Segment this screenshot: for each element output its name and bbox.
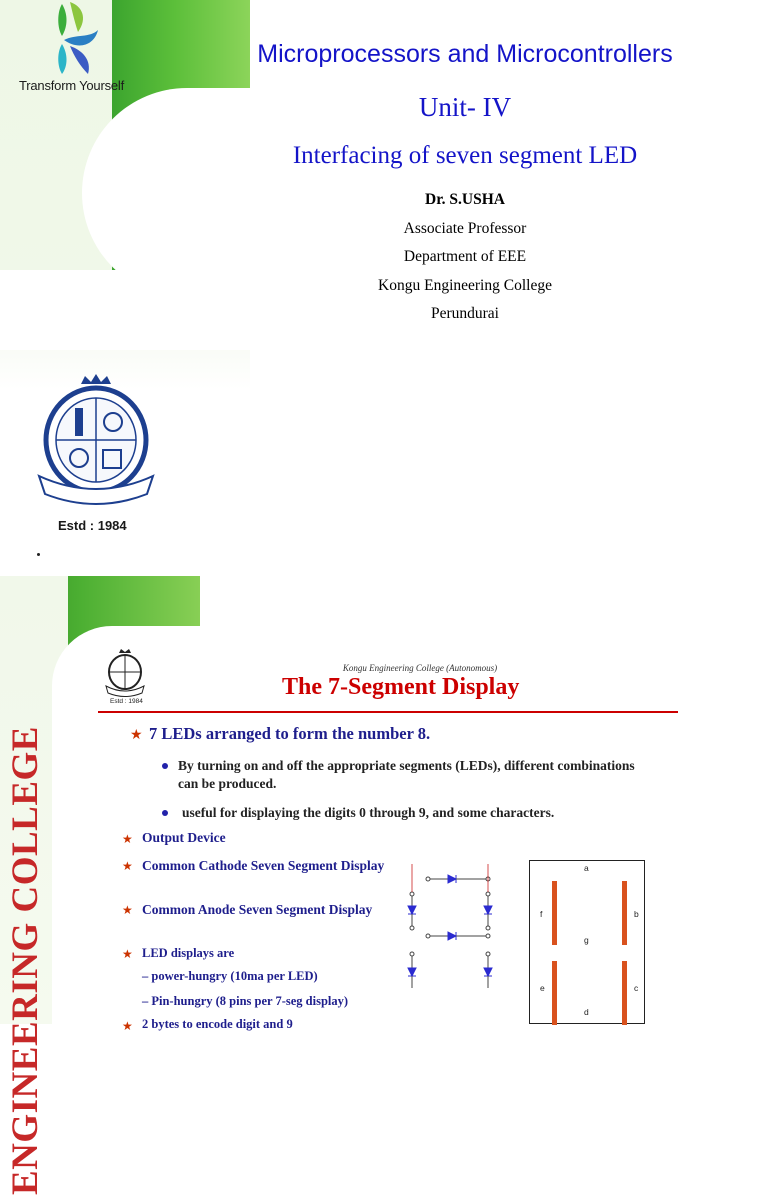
college-seal-small-icon	[104, 648, 146, 698]
star-bullet-icon: ★	[122, 859, 133, 873]
content-slide	[0, 576, 768, 1195]
estd-label-small: Estd : 1984	[110, 698, 143, 705]
star-bullet-icon: ★	[130, 728, 143, 743]
segment-label-d: d	[584, 1007, 589, 1017]
slide-title: Microprocessors and Microcontrollers	[257, 40, 673, 68]
segment-label-b: b	[634, 909, 639, 919]
led-arrangement-diagram	[400, 864, 510, 1024]
segment-label-a: a	[584, 863, 589, 873]
star-bullet-icon: ★	[122, 1019, 133, 1033]
star-bullet-icon: ★	[122, 832, 133, 846]
author-name: Dr. S.USHA	[425, 191, 505, 208]
slide-subtitle: Interfacing of seven segment LED	[292, 142, 638, 169]
segment-label-f: f	[540, 909, 543, 919]
bullet-power-hungry: – power-hungry (10ma per LED)	[142, 969, 318, 983]
estd-label: Estd : 1984	[58, 518, 127, 533]
author-college: Kongu Engineering College	[378, 276, 552, 294]
seven-segment-figure	[529, 860, 645, 1024]
vertical-banner-text: ENGINEERING COLLEGE	[5, 726, 46, 1195]
bullet-bytes: 2 bytes to encode digit and 9	[142, 1017, 293, 1031]
sub-bullet-1: By turning on and off the appropriate segments (LEDs), different combinations can be produced.	[178, 758, 635, 791]
star-bullet-icon: ★	[122, 947, 133, 961]
segment-label-g: g	[584, 935, 589, 945]
bullet-common-cathode: Common Cathode Seven Segment Display	[142, 858, 385, 873]
author-designation: Associate Professor	[403, 219, 527, 237]
segment-label-c: c	[634, 983, 639, 993]
bullet-dot	[37, 553, 40, 556]
vertical-banner	[4, 726, 46, 1195]
segment-label-e: e	[540, 983, 545, 993]
bullet-pin-hungry: – Pin-hungry (8 pins per 7-seg display)	[142, 994, 349, 1008]
main-bullet: 7 LEDs arranged to form the number 8.	[149, 724, 431, 743]
bullet-led-displays: LED displays are	[142, 946, 235, 960]
bullet-output-device: Output Device	[142, 830, 226, 845]
slide-title: The 7-Segment Display	[282, 674, 520, 700]
round-bullet-icon	[162, 810, 168, 816]
sub-bullet-2: useful for displaying the digits 0 through 9, and some characters.	[182, 805, 555, 820]
title-underline	[98, 711, 678, 713]
logo-tagline: Transform Yourself	[19, 78, 125, 93]
bullet-common-anode: Common Anode Seven Segment Display	[142, 902, 373, 917]
title-slide	[0, 0, 768, 576]
kec-k-logo-icon	[48, 0, 108, 76]
author-place: Perundurai	[430, 305, 499, 322]
author-department: Department of EEE	[403, 248, 527, 265]
author-info	[330, 186, 600, 329]
college-header: Kongu Engineering College (Autonomous)	[342, 663, 498, 673]
unit-heading: Unit- IV	[418, 92, 512, 122]
round-bullet-icon	[162, 763, 168, 769]
star-bullet-icon: ★	[122, 903, 133, 917]
college-seal-icon	[33, 372, 159, 512]
